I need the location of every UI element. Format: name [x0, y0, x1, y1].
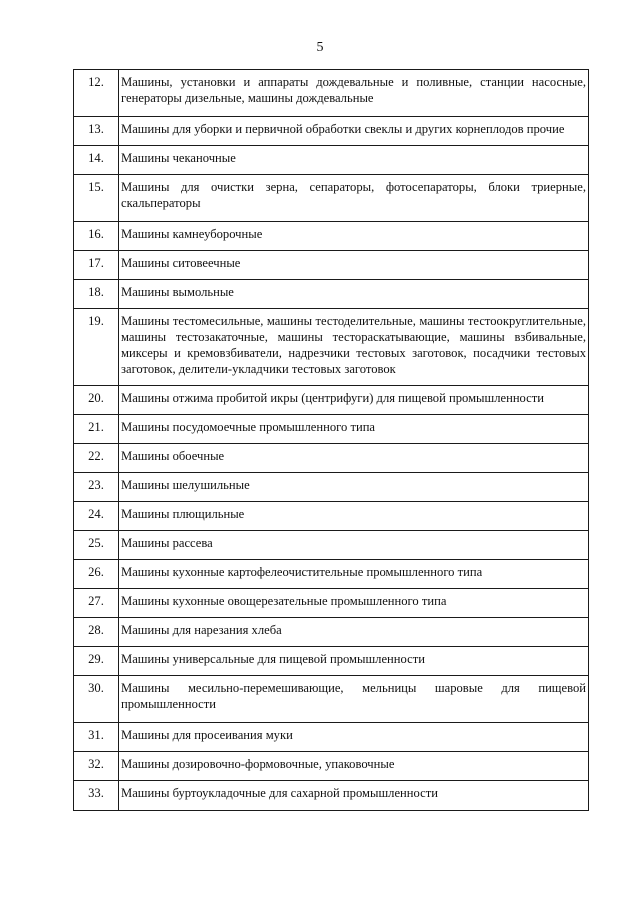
row-description: Машины чеканочные [119, 146, 589, 175]
row-description: Машины шелушильные [119, 473, 589, 502]
row-number: 27. [74, 589, 119, 618]
row-description: Машины кухонные картофелеочистительные промышленного типа [119, 560, 589, 589]
table-row [74, 386, 589, 415]
row-description: Машины месильно-перемешивающие, мельницы шаровые для пищевой промышленности [119, 676, 589, 723]
table-row [74, 415, 589, 444]
row-description: Машины рассева [119, 531, 589, 560]
row-number: 26. [74, 560, 119, 589]
row-description: Машины посудомоечные промышленного типа [119, 415, 589, 444]
row-description: Машины ситовеечные [119, 251, 589, 280]
table-row [74, 70, 589, 117]
table-row [74, 723, 589, 752]
table-row [74, 280, 589, 309]
row-description: Машины вымольные [119, 280, 589, 309]
row-description: Машины, установки и аппараты дождевальные и поливные, станции насосные, генераторы дизельные, машины дождевальные [119, 70, 589, 117]
row-description: Машины отжима пробитой икры (центрифуги) для пищевой промышленности [119, 386, 589, 415]
row-number: 33. [74, 781, 119, 811]
table-row [74, 618, 589, 647]
row-number: 29. [74, 647, 119, 676]
row-description: Машины обоечные [119, 444, 589, 473]
row-description: Машины дозировочно-формовочные, упаковочные [119, 752, 589, 781]
row-number: 19. [74, 309, 119, 386]
row-number: 24. [74, 502, 119, 531]
equipment-table [73, 69, 589, 811]
equipment-table-body [74, 70, 589, 811]
row-number: 16. [74, 222, 119, 251]
row-description: Машины буртоукладочные для сахарной промышленности [119, 781, 589, 811]
table-row [74, 146, 589, 175]
row-number: 15. [74, 175, 119, 222]
row-number: 12. [74, 70, 119, 117]
row-number: 32. [74, 752, 119, 781]
row-number: 25. [74, 531, 119, 560]
table-row [74, 531, 589, 560]
table-row [74, 175, 589, 222]
row-number: 22. [74, 444, 119, 473]
page-number: 5 [316, 40, 324, 55]
row-description: Машины для просеивания муки [119, 723, 589, 752]
table-row [74, 502, 589, 531]
table-row [74, 781, 589, 811]
row-description: Машины для очистки зерна, сепараторы, фотосепараторы, блоки триерные, скальператоры [119, 175, 589, 222]
table-row [74, 222, 589, 251]
table-row [74, 473, 589, 502]
row-description: Машины камнеуборочные [119, 222, 589, 251]
row-description: Машины тестомесильные, машины тестоделительные, машины тестоокруглительные, машины тестозакаточные, машины тестораскатывающие, машины взбивальные, миксеры и кремовзбиватели, надрезчики тестовых заготовок, посадчики тестовых заготовок, делители-укладчики тестовых заготовок [119, 309, 589, 386]
row-number: 18. [74, 280, 119, 309]
row-number: 28. [74, 618, 119, 647]
table-row [74, 444, 589, 473]
table-row [74, 251, 589, 280]
row-number: 21. [74, 415, 119, 444]
row-number: 20. [74, 386, 119, 415]
row-description: Машины универсальные для пищевой промышленности [119, 647, 589, 676]
row-number: 17. [74, 251, 119, 280]
table-row [74, 560, 589, 589]
row-number: 13. [74, 117, 119, 146]
table-row [74, 117, 589, 146]
row-number: 23. [74, 473, 119, 502]
row-number: 30. [74, 676, 119, 723]
row-description: Машины плющильные [119, 502, 589, 531]
table-row [74, 589, 589, 618]
row-description: Машины для уборки и первичной обработки свеклы и других корнеплодов прочие [119, 117, 589, 146]
row-number: 31. [74, 723, 119, 752]
row-description: Машины для нарезания хлеба [119, 618, 589, 647]
table-row [74, 647, 589, 676]
table-row [74, 309, 589, 386]
row-description: Машины кухонные овощерезательные промышленного типа [119, 589, 589, 618]
row-number: 14. [74, 146, 119, 175]
table-row [74, 676, 589, 723]
table-row [74, 752, 589, 781]
